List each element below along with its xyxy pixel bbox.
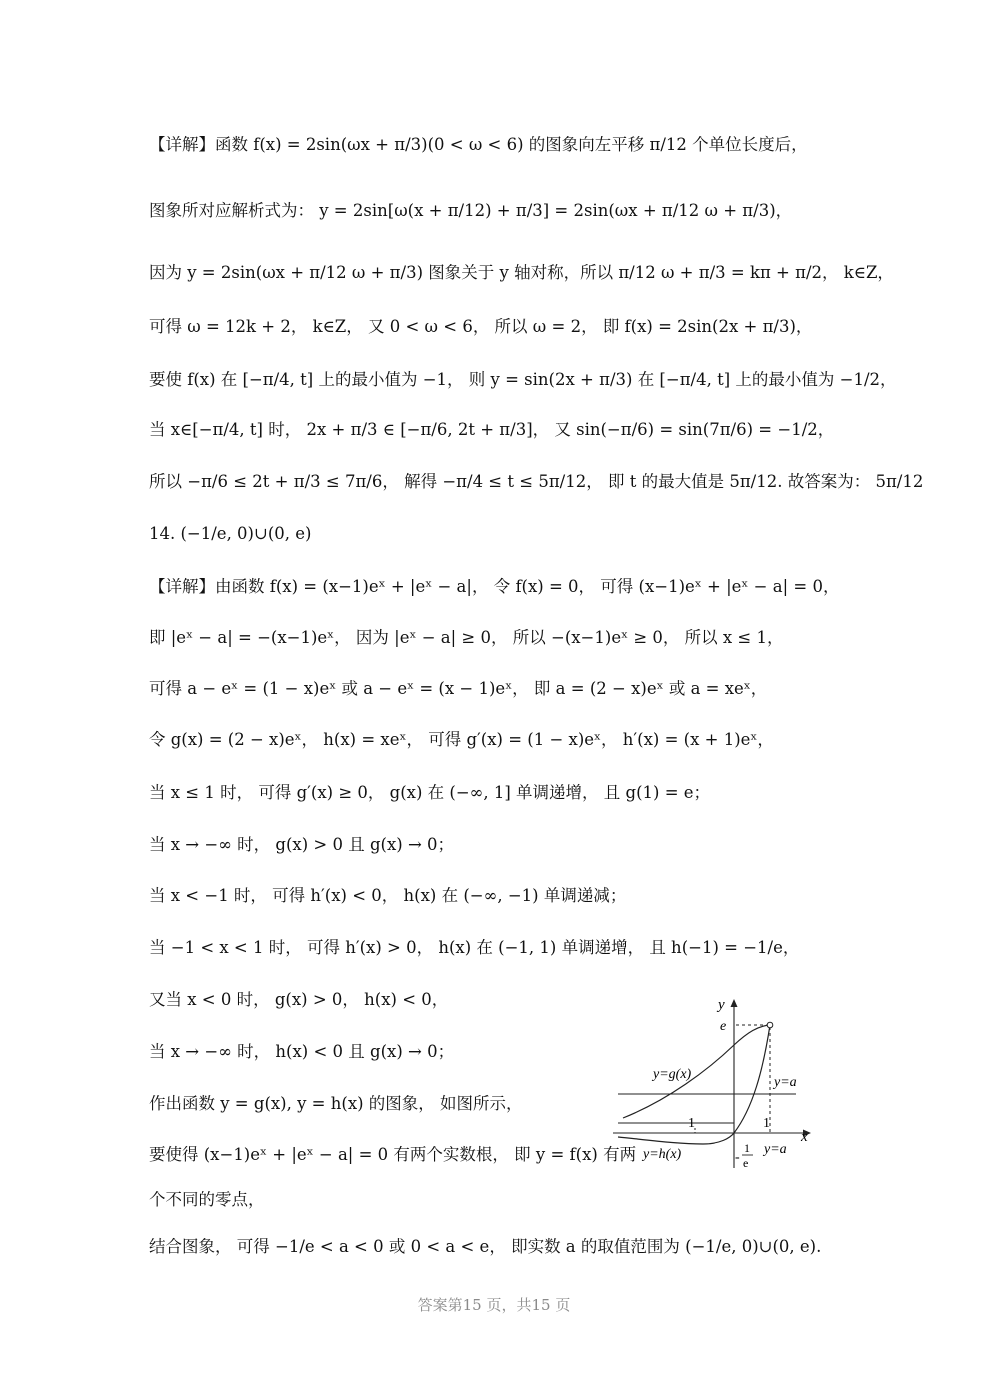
tick-one-label: 1	[763, 1116, 770, 1131]
neg-inv-e-sign: -	[735, 1150, 740, 1165]
neg-inv-e-denominator: e	[743, 1156, 749, 1170]
y-axis-label: y	[718, 997, 725, 1013]
text-line-6: 当 x∈[−π/4, t] 时， 2x + π/3 ∈ [−π/6, 2t + π/3]， 又 sin(−π/6) = sin(7π/6) = −1/2，	[149, 420, 835, 439]
page-footer: 答案第15 页，共15 页	[417, 1296, 571, 1314]
text-line-9: 【详解】由函数 f(x) = (x−1)eˣ + |eˣ − a|， 令 f(x) = 0， 可得 (x−1)eˣ + |eˣ − a| = 0，	[149, 577, 840, 596]
text-line-3: 因为 y = 2sin(ωx + π/12 ω + π/3) 图象关于 y 轴对称，所以 π/12 ω + π/3 = kπ + π/2， k∈Z，	[149, 263, 894, 282]
e-tick-label: e	[720, 1019, 727, 1034]
text-line-18: 当 x → −∞ 时， h(x) < 0 且 g(x) → 0；	[149, 1042, 455, 1061]
x-axis-label: x	[801, 1129, 808, 1145]
neg-inv-e-numerator: 1	[744, 1141, 750, 1155]
function-graph-figure	[608, 990, 818, 1175]
open-endpoint	[767, 1022, 773, 1028]
text-line-19: 作出函数 y = g(x), y = h(x) 的图象， 如图所示，	[149, 1094, 523, 1113]
text-line-4: 可得 ω = 12k + 2， k∈Z， 又 0 < ω < 6， 所以 ω = 2， 即 f(x) = 2sin(2x + π/3)，	[149, 317, 813, 336]
g-curve-label: y=g(x)	[653, 1067, 692, 1082]
text-line-12: 令 g(x) = (2 − x)eˣ， h(x) = xeˣ， 可得 g′(x) = (1 − x)eˣ， h′(x) = (x + 1)eˣ，	[149, 730, 774, 749]
y-axis-arrow	[731, 999, 738, 1007]
text-line-7: 所以 −π/6 ≤ 2t + π/3 ≤ 7π/6， 解得 −π/4 ≤ t ≤ 5π/12， 即 t 的最大值是 5π/12. 故答案为： 5π/12	[149, 472, 924, 491]
upper-line-label: y=a	[774, 1075, 797, 1090]
text-line-17: 又当 x < 0 时， g(x) > 0， h(x) < 0，	[149, 990, 449, 1009]
text-line-10: 即 |eˣ − a| = −(x−1)eˣ， 因为 |eˣ − a| ≥ 0， 所以 −(x−1)eˣ ≥ 0， 所以 x ≤ 1，	[149, 628, 784, 647]
tick-minus-one-label: 1	[688, 1116, 695, 1131]
text-line-13: 当 x ≤ 1 时， 可得 g′(x) ≥ 0， g(x) 在 (−∞, 1] 单调递增， 且 g(1) = e；	[149, 783, 711, 802]
text-line-2: 图象所对应解析式为： y = 2sin[ω(x + π/12) + π/3] = 2sin(ωx + π/12 ω + π/3)，	[149, 201, 793, 220]
text-line-14: 当 x → −∞ 时， g(x) > 0 且 g(x) → 0；	[149, 835, 455, 854]
g-curve	[623, 1025, 770, 1118]
problem-14-answer: 14. (−1/e, 0)∪(0, e)	[149, 524, 312, 543]
text-line-21: 个不同的零点，	[149, 1190, 265, 1209]
text-line-15: 当 x < −1 时， 可得 h′(x) < 0， h(x) 在 (−∞, −1) 单调递减；	[149, 886, 627, 905]
text-line-22: 结合图象， 可得 −1/e < a < 0 或 0 < a < e， 即实数 a 的取值范围为 (−1/e, 0)∪(0, e).	[149, 1237, 822, 1256]
text-line-11: 可得 a − eˣ = (1 − x)eˣ 或 a − eˣ = (x − 1)eˣ， 即 a = (2 − x)eˣ 或 a = xeˣ，	[149, 679, 768, 698]
h-curve-label: y=h(x)	[643, 1147, 682, 1162]
lower-line-label: y=a	[764, 1142, 787, 1157]
text-line-5: 要使 f(x) 在 [−π/4, t] 上的最小值为 −1， 则 y = sin(2x + π/3) 在 [−π/4, t] 上的最小值为 −1/2，	[149, 370, 897, 389]
text-line-1: 【详解】函数 f(x) = 2sin(ωx + π/3)(0 < ω < 6) 的图象向左平移 π/12 个单位长度后，	[149, 135, 808, 154]
text-line-16: 当 −1 < x < 1 时， 可得 h′(x) > 0， h(x) 在 (−1, 1) 单调递增， 且 h(−1) = −1/e，	[149, 938, 800, 957]
text-line-20: 要使得 (x−1)eˣ + |eˣ − a| = 0 有两个实数根， 即 y = f(x) 有两	[149, 1145, 637, 1164]
